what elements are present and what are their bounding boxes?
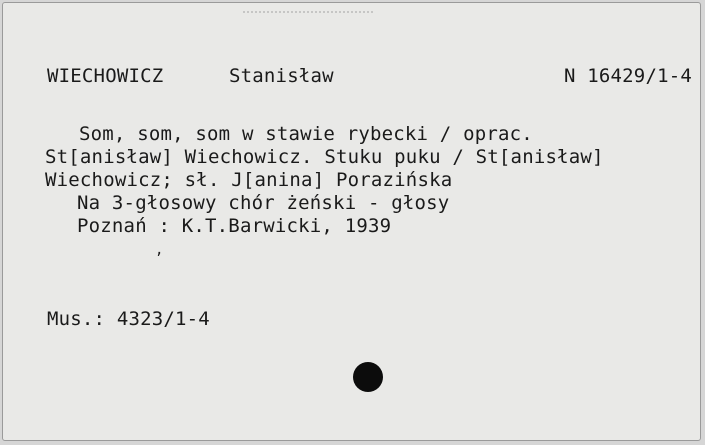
call-number: N 16429/1-4 bbox=[563, 65, 692, 87]
body-line-4: Na 3-głosowy chór żeński - głosy bbox=[77, 192, 450, 214]
faded-top-mark bbox=[243, 11, 373, 19]
card-surname: WIECHOWICZ bbox=[47, 65, 164, 87]
body-line-3: Wiechowicz; sł. J[anina] Porazińska bbox=[45, 169, 453, 191]
card-first-name: Stanisław bbox=[229, 65, 334, 87]
body-line-1: Som, som, som w stawie rybecki / oprac. bbox=[79, 123, 533, 145]
body-line-5: Poznań : K.T.Barwicki, 1939 bbox=[77, 215, 392, 237]
catalog-card bbox=[2, 2, 701, 441]
punch-hole-icon bbox=[353, 362, 383, 392]
body-line-6: , bbox=[155, 242, 164, 258]
mus-reference: Mus.: 4323/1-4 bbox=[47, 308, 210, 330]
body-line-2: St[anisław] Wiechowicz. Stuku puku / St[anisław] bbox=[45, 146, 604, 168]
